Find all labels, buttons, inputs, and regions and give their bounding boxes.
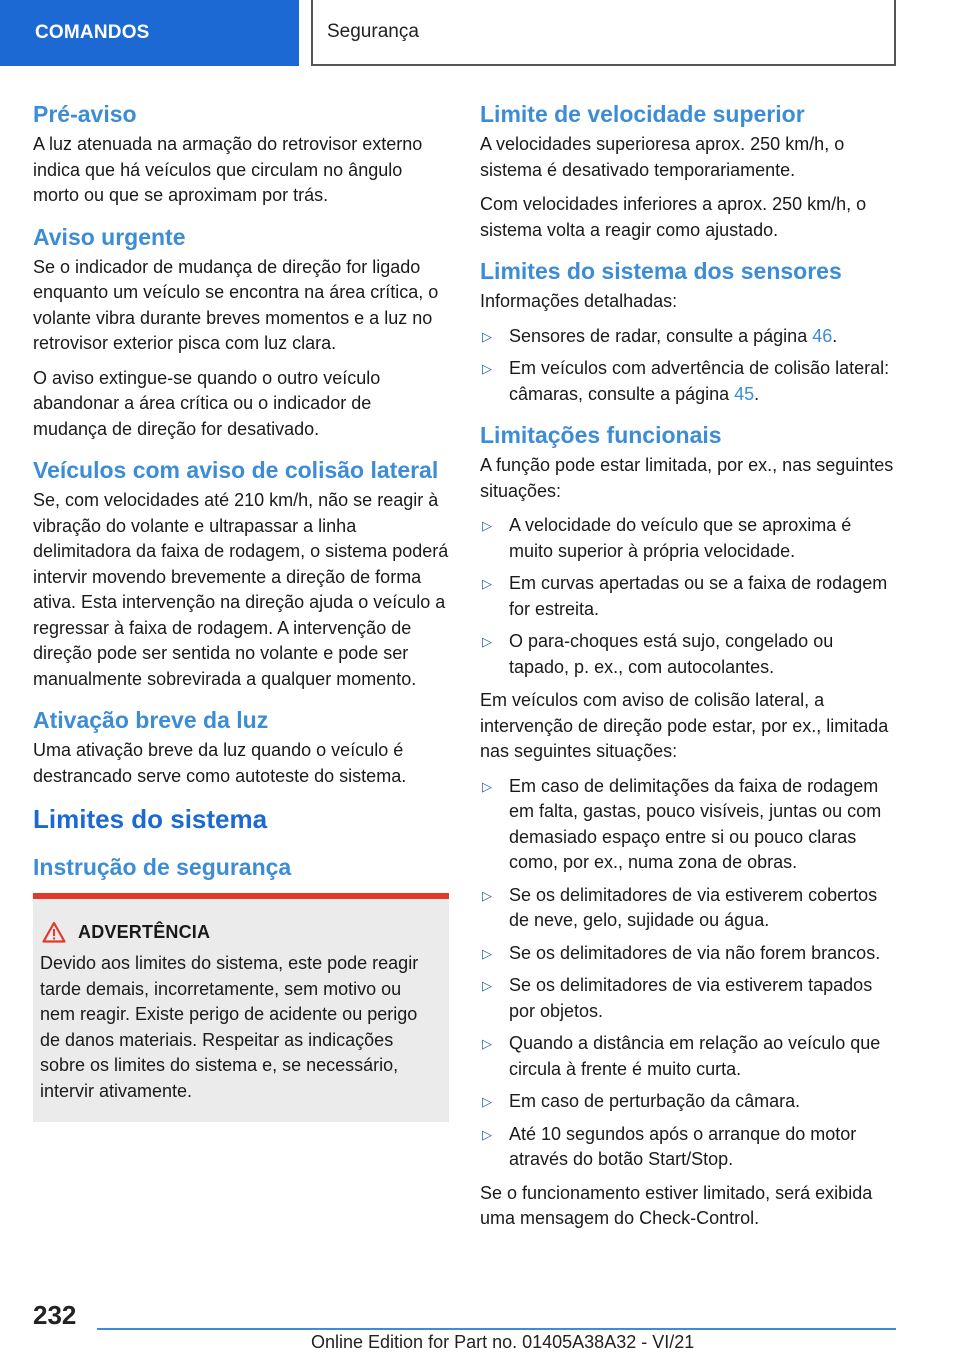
warning-triangle-icon bbox=[42, 921, 66, 943]
right-column bbox=[480, 100, 896, 1241]
list-item-text: Se os delimitadores de via estiverem tapados por objetos. bbox=[509, 975, 873, 1021]
list-item-text: Até 10 segundos após o arranque do motor através do botão Start/Stop. bbox=[509, 1123, 857, 1169]
heading-aviso-urgente: Aviso urgente bbox=[33, 223, 186, 250]
list-item bbox=[480, 774, 896, 876]
list-item-text: Em caso de perturbação da câmara. bbox=[509, 1091, 801, 1111]
list-item-text: Sensores de radar, consulte a página bbox=[509, 325, 813, 346]
page-link[interactable]: 46 bbox=[812, 325, 833, 346]
paragraph: A luz atenuada na armação do retrovisor externo indica que há veículos que circulam no ângulo morto ou que se aproximam por trás. bbox=[33, 134, 423, 205]
section-colisao-lateral bbox=[33, 456, 449, 692]
bullet-icon: ▷ bbox=[482, 978, 492, 993]
paragraph: A velocidades superioresa aprox. 250 km/h, o sistema é desativado temporariamente. bbox=[480, 134, 845, 180]
chapter-tab: COMANDOS bbox=[0, 0, 299, 66]
paragraph: Informações detalhadas: bbox=[480, 291, 678, 311]
warning-text: Devido aos limites do sistema, este pode reagir tarde demais, incorretamente, sem motivo ou nem reagir. Existe perigo de acidente ou perigo de danos materiais. Respeitar as indicações sobre os limites do sistema e, se necessário, intervir ativamente. bbox=[40, 953, 419, 1101]
footer-divider bbox=[97, 1328, 896, 1330]
bullet-icon: ▷ bbox=[482, 1094, 492, 1109]
heading-limites-sensores: Limites do sistema dos sensores bbox=[480, 258, 842, 284]
bullet-icon: ▷ bbox=[482, 945, 492, 961]
paragraph: Se o indicador de mudança de direção for ligado enquanto um veículo se encontra na área crítica, o volante vibra durante breves momentos e a luz no retrovisor exterior pisca com luz clara. bbox=[33, 256, 439, 353]
bullet-icon: ▷ bbox=[482, 1036, 492, 1051]
paragraph: A função pode estar limitada, por ex., nas seguintes situações: bbox=[480, 455, 894, 501]
bullet-icon: ▷ bbox=[482, 887, 492, 903]
heading-ativacao: Ativação breve da luz bbox=[33, 707, 269, 733]
list-item-text: Em curvas apertadas ou se a faixa de rodagem for estreita. bbox=[509, 573, 888, 619]
section-ativacao bbox=[33, 706, 449, 789]
section-preaviso bbox=[33, 100, 449, 209]
list-item bbox=[480, 324, 896, 350]
paragraph: Se, com velocidades até 210 km/h, não se reagir à vibração do volante e ultrapassar a linha delimitadora da faixa de rodagem, o sistema poderá intervir movendo brevemente a direção de forma ativa. Esta intervenção na direção ajuda o veículo a regressar à faixa de rodagem. A intervenção de direção pode ser sentida no volante e pode ser manualmente sobrevirada a qualquer momento. bbox=[33, 490, 449, 689]
list-item bbox=[480, 571, 896, 622]
list-item bbox=[480, 356, 896, 407]
page-link[interactable]: 45 bbox=[734, 383, 755, 404]
list-item bbox=[480, 513, 896, 564]
list-item-text: A velocidade do veículo que se aproxima é muito superior à própria velocidade. bbox=[509, 515, 852, 561]
bullet-icon: ▷ bbox=[482, 778, 492, 794]
bullet-icon: ▷ bbox=[482, 328, 492, 344]
paragraph: Uma ativação breve da luz quando o veículo é destrancado serve como autoteste do sistema. bbox=[33, 740, 407, 786]
list-item-text: Se os delimitadores de via não forem brancos. bbox=[509, 942, 881, 963]
section-velocidade bbox=[480, 100, 896, 243]
paragraph: Em veículos com aviso de colisão lateral, a intervenção de direção pode estar, por ex., limitada nas seguintes situações: bbox=[480, 690, 889, 761]
paragraph: O aviso extingue-se quando o outro veículo abandonar a área crítica ou o indicador de mudança de direção for desativado. bbox=[33, 367, 381, 439]
list-item-text: O para-choques está sujo, congelado ou tapado, p. ex., com autocolantes. bbox=[509, 631, 834, 677]
bullet-icon: ▷ bbox=[482, 576, 492, 591]
list-item bbox=[480, 1089, 896, 1115]
paragraph: Se o funcionamento estiver limitado, será exibida uma mensagem do Check-Control. bbox=[480, 1182, 873, 1228]
heading-instrucao-seguranca: Instrução de segurança bbox=[33, 854, 292, 880]
section-aviso-urgente bbox=[33, 223, 449, 443]
list-item-text: Quando a distância em relação ao veículo que circula à frente é muito curta. bbox=[509, 1033, 881, 1079]
bullet-icon: ▷ bbox=[482, 361, 492, 376]
list-item-text: Em veículos com advertência de colisão lateral: câmaras, consulte a página bbox=[509, 358, 890, 404]
footer-edition: Online Edition for Part no. 01405A38A32 - VI/21 bbox=[311, 1332, 695, 1352]
paragraph: Com velocidades inferiores a aprox. 250 km/h, o sistema volta a reagir como ajustado. bbox=[480, 194, 867, 240]
limitacoes-list bbox=[480, 513, 896, 680]
list-item bbox=[480, 883, 896, 934]
list-item bbox=[480, 973, 896, 1024]
intervencao-list bbox=[480, 774, 896, 1173]
page-number: 232 bbox=[33, 1300, 77, 1330]
list-item bbox=[480, 941, 896, 967]
list-item bbox=[480, 1122, 896, 1173]
bullet-icon: ▷ bbox=[482, 518, 492, 533]
heading-limitacoes-funcionais: Limitações funcionais bbox=[480, 422, 722, 448]
heading-preaviso: Pré-aviso bbox=[33, 101, 137, 127]
section-limitacoes bbox=[480, 421, 896, 1232]
section-sensores bbox=[480, 257, 896, 407]
list-item bbox=[480, 629, 896, 680]
warning-header bbox=[40, 921, 440, 943]
list-item-end: . bbox=[832, 325, 838, 346]
heading-velocidade-superior: Limite de velocidade superior bbox=[480, 101, 805, 127]
heading-colisao-lateral: Veículos com aviso de colisão lateral bbox=[33, 457, 439, 483]
warning-box bbox=[33, 893, 449, 1122]
bullet-icon: ▷ bbox=[482, 1126, 492, 1142]
list-item bbox=[480, 1031, 896, 1082]
section-title: Segurança bbox=[311, 0, 896, 66]
bullet-icon: ▷ bbox=[482, 634, 492, 649]
list-item-text: Em caso de delimitações da faixa de rodagem em falta, gastas, pouco visíveis, juntas ou com demasiado espaço entre si ou pouco claras como, por ex., numa zona de obras. bbox=[509, 775, 882, 872]
left-column bbox=[33, 100, 449, 1122]
sensores-list bbox=[480, 324, 896, 408]
list-item-end: . bbox=[754, 383, 760, 404]
warning-label: ADVERTÊNCIA bbox=[78, 921, 211, 942]
heading-limites-sistema: Limites do sistema bbox=[33, 804, 268, 834]
list-item-text: Se os delimitadores de via estiverem cobertos de neve, gelo, sujidade ou água. bbox=[509, 884, 878, 930]
